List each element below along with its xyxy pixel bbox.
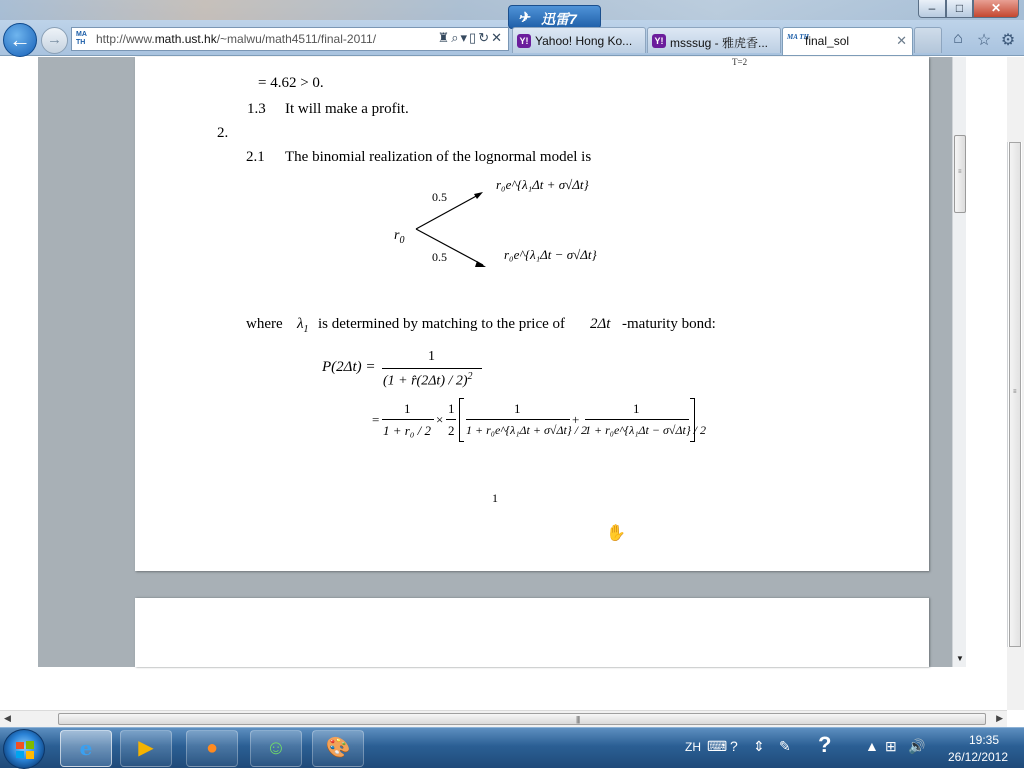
address-tools: [438, 30, 504, 46]
right-bracket: [690, 398, 695, 442]
tools-gear-icon[interactable]: ⚙: [1000, 32, 1016, 49]
yahoo-icon: Y!: [652, 34, 666, 48]
two-delta-t: 2Δt: [590, 316, 611, 332]
taskbar-internet-explorer[interactable]: [60, 730, 112, 767]
minimize-button[interactable]: –: [918, 0, 946, 18]
windows-taskbar: [0, 727, 1024, 768]
pdf-page: [135, 57, 929, 571]
help-small-icon[interactable]: ?: [730, 738, 738, 754]
url-path: /~malwu/math4511/final-2011/: [216, 32, 377, 46]
favorites-star-icon[interactable]: ☆: [976, 32, 992, 49]
tab-label: Yahoo! Hong Ko...: [535, 34, 633, 48]
root-r: r: [394, 228, 400, 243]
taskbar-media-player[interactable]: [120, 730, 172, 767]
eq2-a-num: 1: [514, 401, 521, 416]
address-bar[interactable]: [71, 27, 509, 51]
q1-3-number: 1.3: [247, 101, 266, 117]
back-arrow-icon: ←: [9, 27, 31, 52]
eq2-f1-num: 1: [404, 401, 411, 416]
xunlei-label: 迅雷7: [541, 11, 577, 27]
eq2-f2-den: 2: [448, 423, 455, 438]
q2-1-number: 2.1: [246, 149, 265, 165]
where-word: where: [246, 316, 283, 332]
scroll-right-arrow-icon[interactable]: ▶: [996, 713, 1003, 723]
pdf-vertical-scrollbar[interactable]: [952, 57, 966, 667]
tab-label: msssug - 雅虎香...: [670, 36, 769, 50]
tab-msssug[interactable]: [647, 27, 781, 53]
tab-yahoo[interactable]: [512, 27, 646, 53]
language-indicator[interactable]: ZH: [685, 740, 701, 754]
eq2-b-den: 1 + r₀e^{λ₁Δt − σ√Δt} / 2: [585, 423, 706, 437]
left-bracket: [459, 398, 464, 442]
down-node: r₀e^{λ₁Δt − σ√Δt}: [504, 247, 597, 262]
dropdown-icon[interactable]: ▾: [460, 30, 470, 45]
taskbar-paint[interactable]: [312, 730, 364, 767]
scroll-thumb[interactable]: [1009, 142, 1021, 647]
lambda-char: λ: [297, 316, 304, 332]
grip-icon: ≡: [1013, 389, 1017, 395]
horizontal-scroll-thumb[interactable]: [58, 713, 986, 725]
tab-label: final_sol: [805, 34, 850, 48]
eq-denominator: [383, 371, 473, 390]
media-player-icon: ▶: [138, 737, 154, 759]
forward-button[interactable]: [41, 27, 68, 54]
hand-cursor-icon: ✋: [606, 525, 626, 542]
compat-icon[interactable]: ▯: [469, 30, 479, 45]
maturity-bond-text: -maturity bond:: [622, 316, 716, 332]
eq2-f1-den: 1 + r₀ / 2: [383, 423, 431, 438]
search-icon[interactable]: ⌕: [451, 30, 461, 45]
new-tab-button[interactable]: [914, 27, 942, 53]
xunlei-bird-icon: ✈: [518, 9, 530, 25]
grip-icon: |||: [576, 715, 580, 724]
up-arrowhead: [474, 192, 483, 199]
messenger-icon: ☺: [265, 737, 287, 759]
help-icon[interactable]: ?: [818, 732, 832, 757]
eq2-plus: +: [572, 412, 580, 427]
eq-lhs: P(2Δt) =: [322, 359, 376, 375]
where-text: is determined by matching to the price of: [318, 316, 566, 332]
q1-3-text: It will make a profit.: [285, 101, 409, 117]
forward-arrow-icon: →: [47, 31, 62, 48]
eq2-times: ×: [436, 412, 444, 427]
up-node: r₀e^{λ₁Δt + σ√Δt}: [496, 177, 589, 192]
page-vertical-scrollbar[interactable]: [1007, 57, 1024, 710]
eq-numerator: 1: [428, 349, 435, 364]
result-line: = 4.62 > 0.: [258, 75, 324, 91]
pdf-scroll-thumb[interactable]: [954, 135, 966, 213]
page-number: 1: [492, 491, 498, 505]
horizontal-scrollbar[interactable]: [0, 710, 1007, 727]
back-button[interactable]: [3, 23, 37, 57]
browser-titlebar: [0, 0, 1024, 56]
scroll-down-arrow-icon[interactable]: ▼: [956, 654, 964, 663]
eq2-b-num: 1: [633, 401, 640, 416]
down-branch: [416, 229, 483, 265]
prob-up-label: 0.5: [432, 190, 447, 204]
keyboard-icon[interactable]: ⌨: [707, 738, 728, 754]
eq-den-power: 2: [467, 371, 473, 382]
windows-flag-icon: [16, 741, 34, 759]
network-icon[interactable]: ⊞: [885, 738, 897, 754]
options-icon[interactable]: ⇕: [753, 738, 765, 754]
taskbar-firefox[interactable]: [186, 730, 238, 767]
url-domain: math.ust.hk: [154, 32, 217, 46]
eq2-f1-bar: [382, 419, 434, 420]
eq2-b-bar: [585, 419, 689, 420]
clock-date[interactable]: 26/12/2012: [947, 750, 1009, 764]
lambda-symbol: [297, 316, 309, 335]
eq2-a-bar: [466, 419, 570, 420]
eq-den-text: (1 + r̂(2Δt) / 2): [383, 373, 468, 389]
close-tab-icon[interactable]: ✕: [896, 33, 907, 48]
yahoo-icon: Y!: [517, 34, 531, 48]
paint-palette-icon: 🎨: [325, 737, 351, 759]
close-window-button[interactable]: ✕: [973, 0, 1019, 18]
system-tray: [675, 728, 1024, 769]
lambda-subscript: 1: [303, 324, 309, 335]
root-subscript: 0: [399, 234, 405, 246]
compat-view-icon[interactable]: ♜: [437, 30, 452, 45]
eq2-a-den: 1 + r₀e^{λ₁Δt + σ√Δt} / 2: [466, 423, 587, 437]
prob-down-label: 0.5: [432, 250, 447, 264]
q2-number: 2.: [217, 125, 229, 141]
clock-time[interactable]: 19:35: [968, 733, 1000, 747]
tab-final-sol[interactable]: [782, 27, 913, 55]
eq2-equals: =: [372, 412, 380, 427]
volume-icon[interactable]: 🔊: [908, 738, 926, 754]
pdf-viewport[interactable]: [0, 57, 1007, 710]
eq-fraction-bar: [382, 368, 482, 369]
eq2-f2-bar: [446, 419, 456, 420]
grip-icon: ≡: [958, 169, 962, 175]
root-node: [394, 228, 404, 246]
home-icon[interactable]: ⌂: [953, 30, 963, 47]
corner-note: T=2: [732, 57, 748, 67]
url-prefix: http://www.: [96, 32, 155, 46]
scroll-left-arrow-icon[interactable]: ◀: [4, 713, 11, 723]
page-scroll-thumb[interactable]: [1007, 142, 1022, 647]
math-favicon-icon: MA TH: [787, 33, 809, 41]
q2-1-text: The binomial realization of the lognormal model is: [285, 149, 592, 165]
stop-icon[interactable]: ✕: [491, 30, 504, 45]
show-hidden-icons-icon[interactable]: ▲: [865, 738, 879, 754]
start-button[interactable]: [3, 729, 45, 769]
taskbar-messenger[interactable]: [250, 730, 302, 767]
pdf-page-next: [135, 598, 929, 667]
tablet-pen-icon[interactable]: ✎: [779, 738, 791, 754]
eq2-f2-num: 1: [448, 401, 455, 416]
refresh-icon[interactable]: ↻: [478, 30, 492, 45]
url-input[interactable]: [96, 32, 406, 46]
site-favicon-icon: MA TH: [76, 31, 87, 46]
xunlei-toolbar-button[interactable]: [508, 5, 601, 29]
ie-icon: e: [79, 736, 93, 760]
maximize-button[interactable]: □: [946, 0, 973, 18]
firefox-icon: ●: [205, 737, 219, 759]
up-branch: [416, 194, 480, 229]
